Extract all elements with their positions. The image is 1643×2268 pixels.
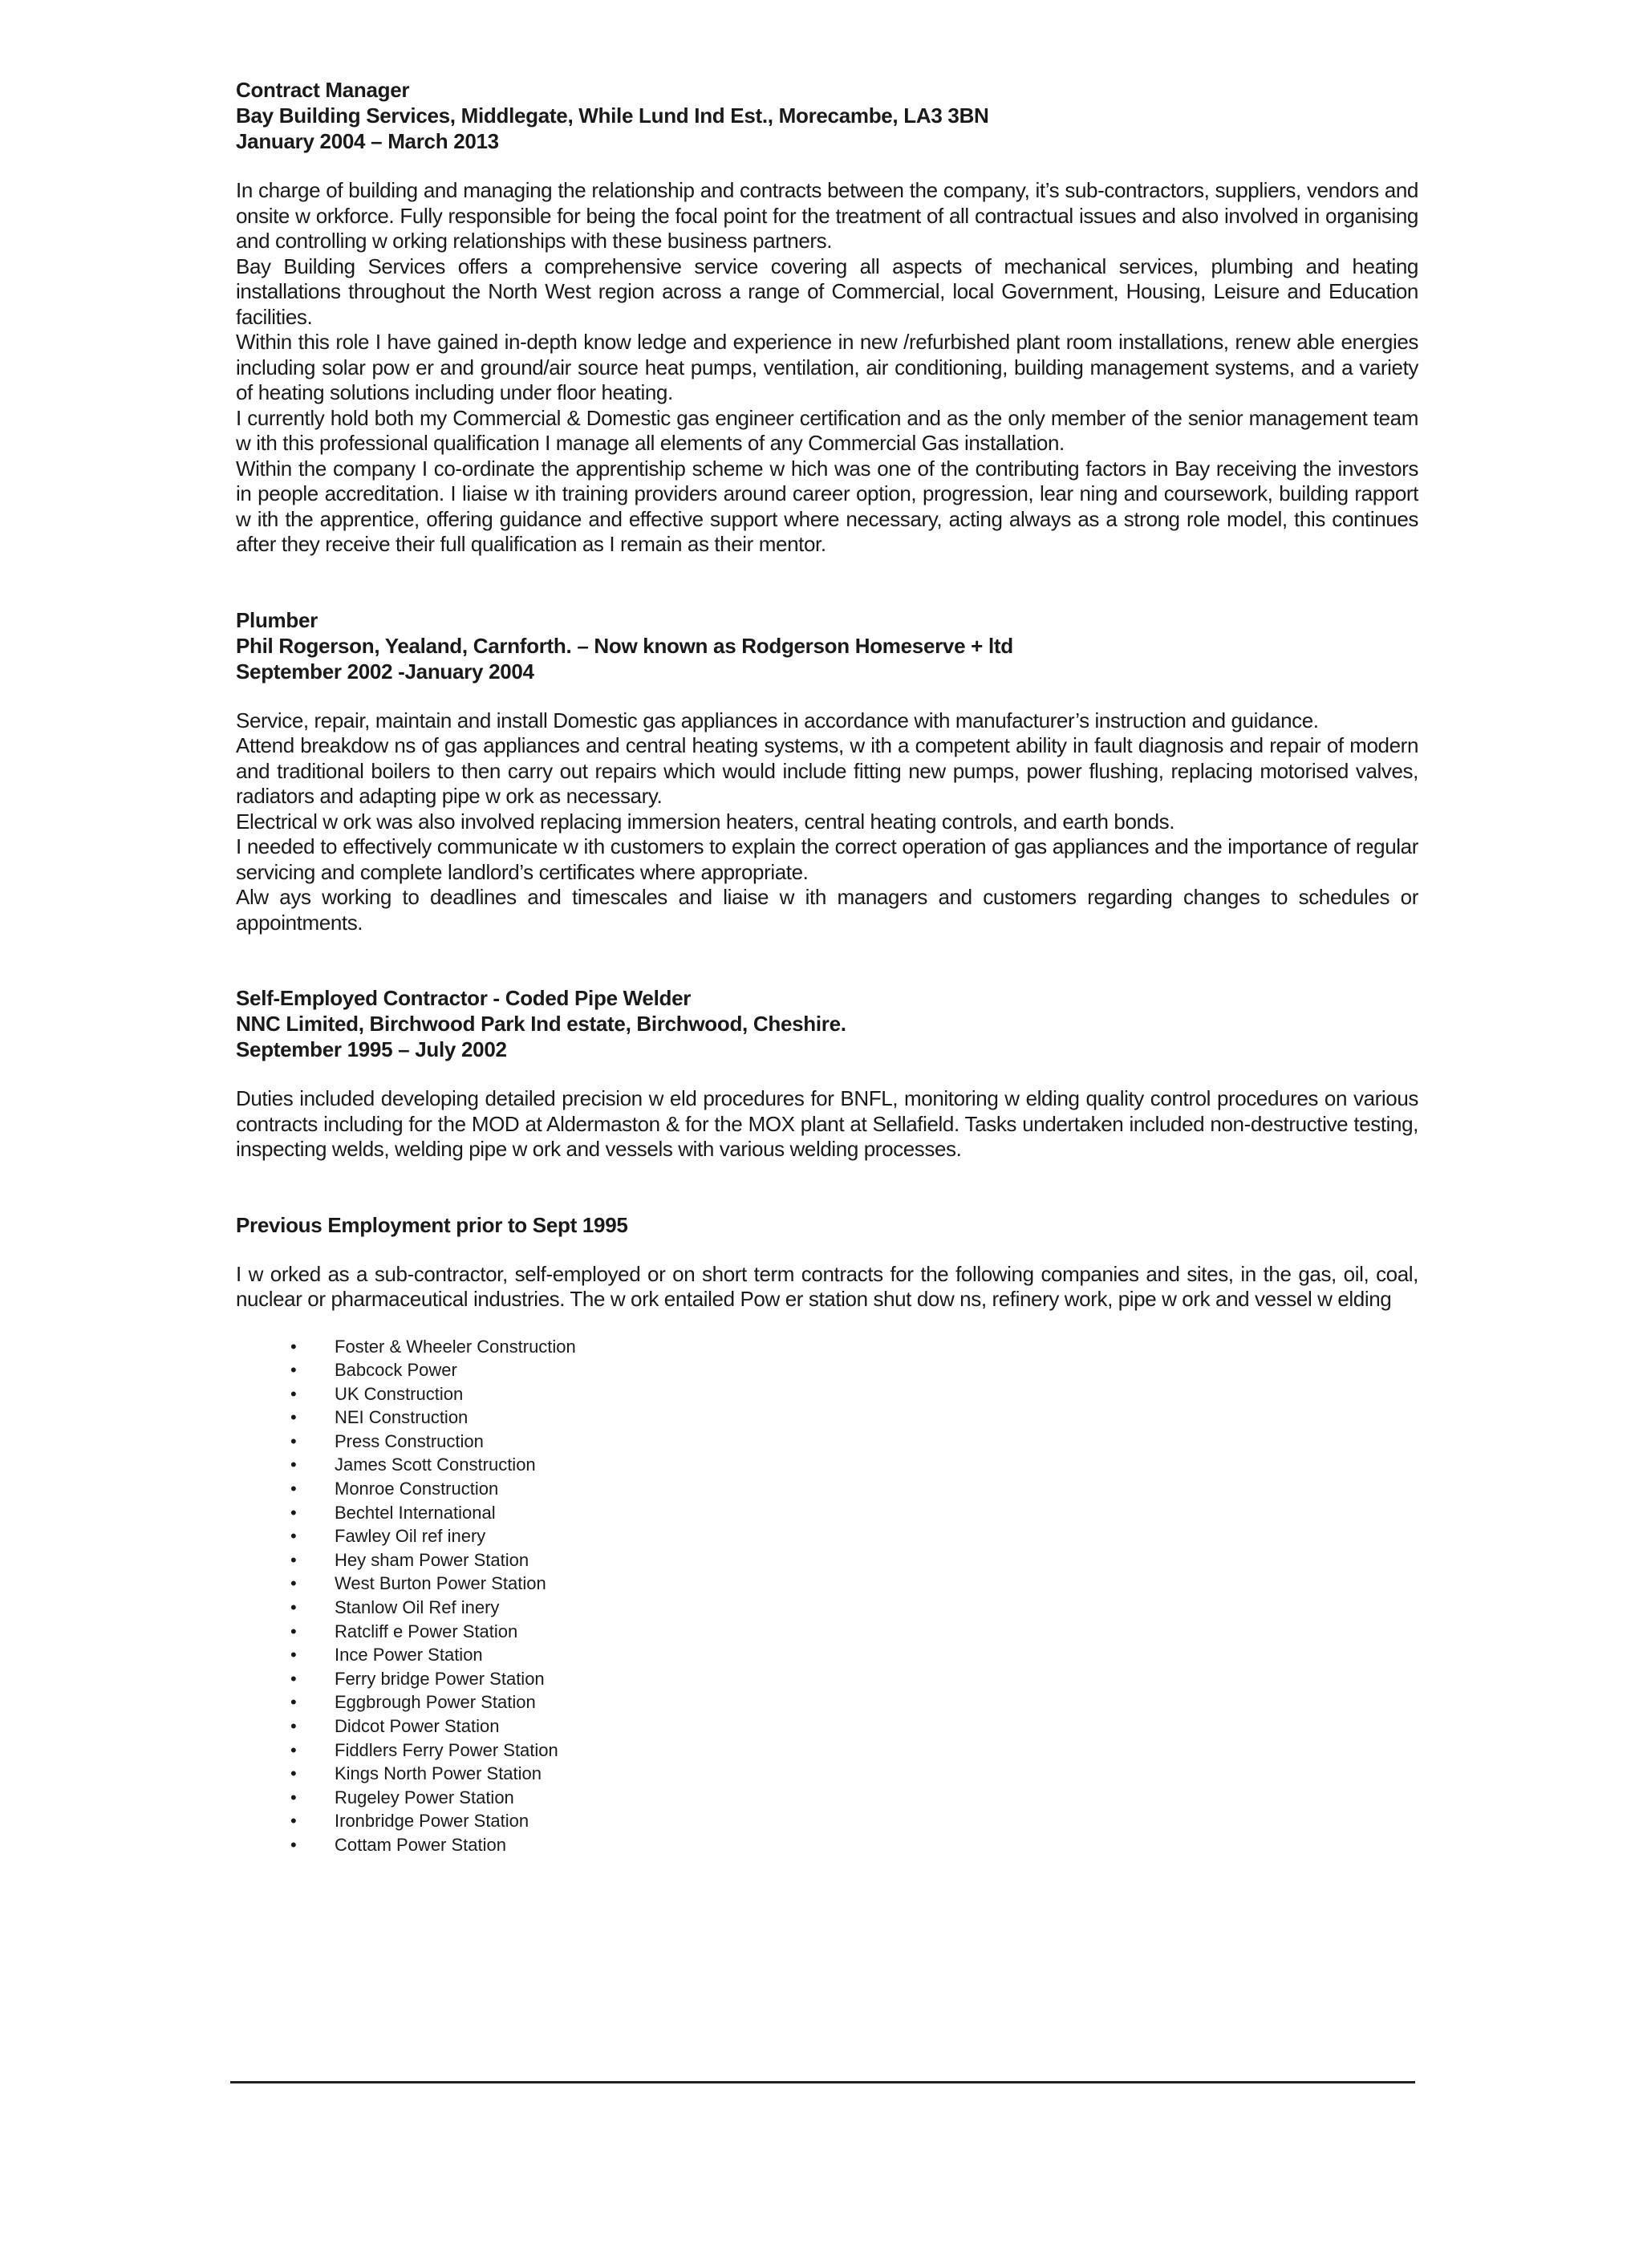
list-item: [236, 1430, 1418, 1454]
bullet-icon: •: [290, 1526, 297, 1547]
job-company: Phil Rogerson, Yealand, Carnforth. – Now known as Rodgerson Homeserve + ltd: [236, 633, 1013, 658]
list-item: [236, 1382, 1418, 1406]
company-name: NEI Construction: [335, 1407, 469, 1428]
company-name: James Scott Construction: [335, 1455, 536, 1475]
bullet-icon: •: [290, 1455, 297, 1475]
job-paragraph: In charge of building and managing the relationship and contracts between the company, it’s sub-contractors, suppliers, vendors and onsite w orkforce. Fully responsible for being the focal point for the treatment of all contractual issues and also involved in organising and controlling w orking relationships with these business partners.: [236, 178, 1418, 253]
list-item: [236, 1739, 1418, 1763]
list-item: [236, 1406, 1418, 1430]
job-header: [236, 607, 1418, 684]
job-paragraph: Service, repair, maintain and install Domestic gas appliances in accordance with manufacturer’s instruction and guidance.: [236, 708, 1319, 732]
job-paragraph: I needed to effectively communicate w ith customers to explain the correct operation of gas appliances and the importance of regular servicing and complete landlord’s certificates where appropriate.: [236, 834, 1418, 884]
company-name: Cottam Power Station: [335, 1834, 506, 1855]
bullet-icon: •: [290, 1479, 297, 1499]
list-item: [236, 1786, 1418, 1810]
job-paragraph: I currently hold both my Commercial & Domestic gas engineer certification and as the only member of the senior management team w ith this professional qualification I manage all elements of any Commercial Gas installation.: [236, 405, 1418, 455]
bullet-icon: •: [290, 1787, 297, 1808]
company-list: [236, 1335, 1418, 1857]
list-item: [236, 1690, 1418, 1714]
list-item: [236, 1453, 1418, 1477]
job-company: Bay Building Services, Middlegate, While Lund Ind Est., Morecambe, LA3 3BN: [236, 103, 989, 128]
bullet-icon: •: [290, 1502, 297, 1523]
job-dates: January 2004 – March 2013: [236, 129, 499, 153]
company-name: Stanlow Oil Ref inery: [335, 1597, 500, 1618]
bullet-icon: •: [290, 1692, 297, 1713]
company-name: Bechtel International: [335, 1502, 496, 1523]
company-name: Ironbridge Power Station: [335, 1811, 529, 1832]
company-name: Kings North Power Station: [335, 1763, 542, 1784]
bullet-icon: •: [290, 1573, 297, 1594]
company-name: West Burton Power Station: [335, 1573, 546, 1594]
list-item: [236, 1809, 1418, 1833]
list-item: [236, 1762, 1418, 1786]
company-name: Fawley Oil ref inery: [335, 1526, 486, 1547]
previous-employment: [236, 1212, 1418, 1857]
bullet-icon: •: [290, 1336, 297, 1357]
job-paragraph: Attend breakdow ns of gas appliances and central heating systems, w ith a competent ability in fault diagnosis and repair of modern and traditional boilers to then carry out repairs which would include fitting new pumps, power flushing, replacing motorised valves, radiators and adapting pipe w ork as necessary.: [236, 733, 1418, 808]
list-item: [236, 1714, 1418, 1739]
job-company: NNC Limited, Birchwood Park Ind estate, Birchwood, Cheshire.: [236, 1012, 846, 1036]
bullet-icon: •: [290, 1597, 297, 1618]
list-item: [236, 1335, 1418, 1359]
job-title: Self-Employed Contractor - Coded Pipe Welder: [236, 986, 692, 1010]
company-name: Ferry bridge Power Station: [335, 1668, 545, 1689]
company-name: Ratcliff e Power Station: [335, 1621, 518, 1641]
list-item: [236, 1667, 1418, 1691]
company-name: Rugeley Power Station: [335, 1787, 514, 1808]
job-paragraph: Bay Building Services offers a comprehensive service covering all aspects of mechanical services, plumbing and heating installations throughout the North West region across a range of Commercial, local Government, Housing, Leisure and Education facilities.: [236, 254, 1418, 329]
job-paragraph: Duties included developing detailed precision w eld procedures for BNFL, monitoring w elding quality control procedures on various contracts including for the MOD at Aldermaston & for the MOX plant at Sellafield. Tasks undertaken included non-destructive testing, inspecting welds, welding pipe w ork and vessels with various welding processes.: [236, 1086, 1418, 1161]
bullet-icon: •: [290, 1621, 297, 1641]
job-title: Contract Manager: [236, 78, 410, 102]
bullet-icon: •: [290, 1716, 297, 1736]
previous-employment-intro: I w orked as a sub-contractor, self-employed or on short term contracts for the following companies and sites, in the gas, oil, coal, nuclear or pharmaceutical industries. The w ork entailed Pow er station shut dow ns, refinery work, pipe w ork and vessel w elding: [236, 1261, 1418, 1311]
job-pipe-welder: [236, 985, 1418, 1162]
company-name: Eggbrough Power Station: [335, 1692, 536, 1713]
job-paragraph: Alw ays working to deadlines and timescales and liaise w ith managers and customers regarding changes to schedules or appointments.: [236, 885, 1418, 935]
company-name: Babcock Power: [335, 1360, 457, 1381]
bullet-icon: •: [290, 1430, 297, 1451]
bullet-icon: •: [290, 1549, 297, 1570]
list-item: [236, 1596, 1418, 1620]
company-name: Monroe Construction: [335, 1479, 499, 1499]
job-paragraph: Electrical w ork was also involved replacing immersion heaters, central heating controls, and earth bonds.: [236, 809, 1175, 834]
job-header: [236, 985, 1418, 1062]
company-name: Ince Power Station: [335, 1645, 483, 1665]
company-name: Press Construction: [335, 1430, 484, 1451]
company-name: UK Construction: [335, 1383, 464, 1404]
company-name: Foster & Wheeler Construction: [335, 1336, 576, 1357]
job-dates: September 2002 -January 2004: [236, 659, 534, 684]
bullet-icon: •: [290, 1763, 297, 1784]
list-item: [236, 1477, 1418, 1501]
list-item: [236, 1572, 1418, 1596]
list-item: [236, 1358, 1418, 1382]
bullet-icon: •: [290, 1811, 297, 1832]
bullet-icon: •: [290, 1407, 297, 1428]
bullet-icon: •: [290, 1383, 297, 1404]
previous-employment-title: Previous Employment prior to Sept 1995: [236, 1212, 628, 1237]
company-name: Fiddlers Ferry Power Station: [335, 1739, 558, 1760]
list-item: [236, 1620, 1418, 1644]
list-item: [236, 1643, 1418, 1667]
job-dates: September 1995 – July 2002: [236, 1037, 507, 1061]
company-name: Didcot Power Station: [335, 1716, 500, 1736]
bullet-icon: •: [290, 1360, 297, 1381]
list-item: [236, 1524, 1418, 1548]
cv-page: [236, 77, 1418, 1907]
bullet-icon: •: [290, 1834, 297, 1855]
list-item: [236, 1501, 1418, 1525]
job-header: [236, 77, 1418, 154]
bullet-icon: •: [290, 1739, 297, 1760]
footer-divider: [230, 2081, 1415, 2083]
bullet-icon: •: [290, 1645, 297, 1665]
job-contract-manager: [236, 77, 1418, 558]
company-name: Hey sham Power Station: [335, 1549, 529, 1570]
bullet-icon: •: [290, 1668, 297, 1689]
job-paragraph: Within the company I co-ordinate the apprentiship scheme w hich was one of the contributing factors in Bay receiving the investors in people accreditation. I liaise w ith training providers around career option, progression, lear ning and coursework, building rapport w ith the apprentice, offering guidance and effective support where necessary, acting always as a strong role model, this continues after they receive their full qualification as I remain as their mentor.: [236, 456, 1418, 556]
job-paragraph: Within this role I have gained in-depth know ledge and experience in new /refurbished plant room installations, renew able energies including solar pow er and ground/air source heat pumps, ventilation, air conditioning, building management systems, and a variety of heating solutions including under floor heating.: [236, 330, 1418, 404]
job-plumber: [236, 607, 1418, 936]
list-item: [236, 1833, 1418, 1857]
list-item: [236, 1548, 1418, 1572]
job-title: Plumber: [236, 607, 318, 632]
